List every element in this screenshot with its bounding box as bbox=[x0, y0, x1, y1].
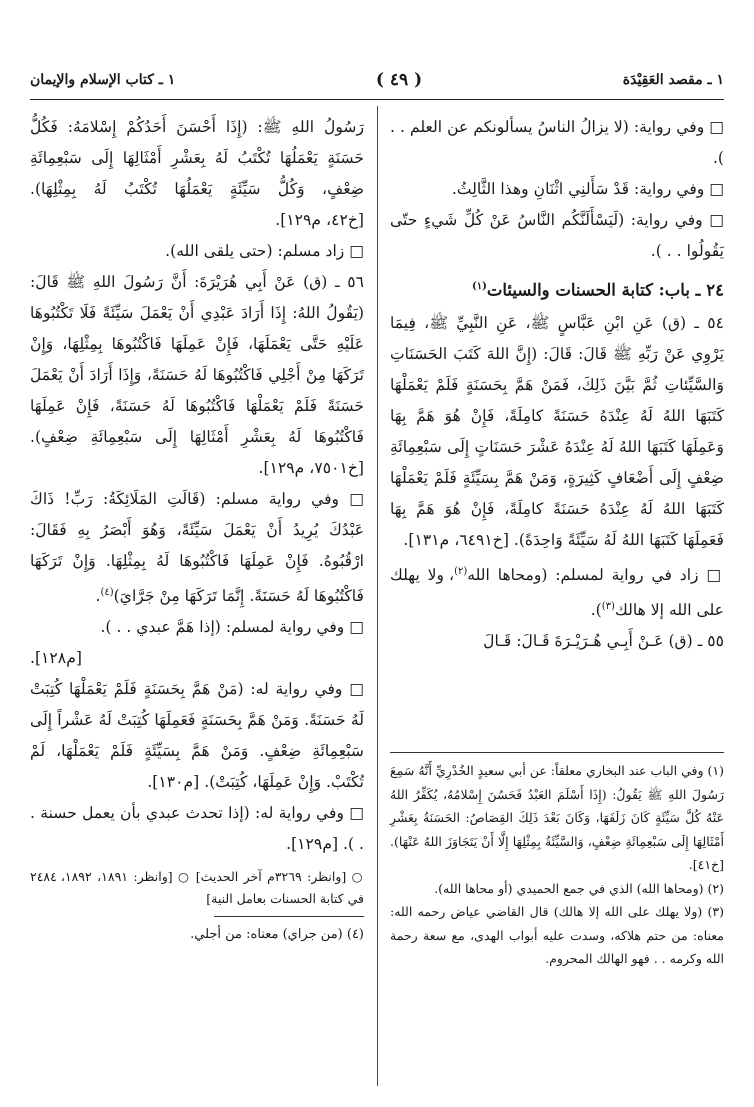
left-paragraph-4-reference: [م١٢٨]. bbox=[30, 649, 82, 668]
left-paragraph-5-text: □ وفي رواية له: (مَنْ هَمَّ بِحَسَنَةٍ فَلَمْ يَعْمَلْهَا كُتِبَتْ لَهُ حَسَنَةً. وَمَنْ هَمَّ بِحَسَنَةٍ فَعَمِلَهَا كُتِبَتْ لَهُ عَشْراً إِلَى سَبْعِمِائَةِ ضِعْفٍ. وَمَنْ هَمَّ بِسَيِّئَةٍ فَلَمْ يَعْمَلْهَا، لَمْ تُكْتَبْ. وَإِنْ عَمِلَهَا، كُتِبَتْ). bbox=[30, 680, 364, 792]
footnote-mark-2: (٢) bbox=[454, 565, 468, 577]
footnote-1: (١) وفي الباب عند البخاري معلقاً: عن أبي سعيدٍ الخُدْرِيِّ أَنَّهُ سَمِعَ رَسُولَ اللهِ ﷺ يَقُولُ: (إِذَا أَسْلَمَ العَبْدُ فَحَسُنَ إِسْلامُهُ، يُكَفِّرُ اللهُ عَنْهُ كُلَّ سَيِّئَةٍ كَانَ زَلَفَهَا، وَكَانَ بَعْدَ ذَلِكَ القِصَاصُ: الحَسَنَةُ بِعَشْرِ أَمْثَالِهَا إِلَى سَبْعِمِائَةِ ضِعْفٍ، وَالسَّيِّئَةُ بِمِثْلِهَا إِلَّا أَنْ يَتَجَاوَزَ اللهُ عَنْهَا). [خ٤١]. bbox=[390, 763, 724, 872]
see-also-note: ○ [وانظر: ٣٢٦٩م آخر الحديث] ○ [وانظر: ١٨٩١، ١٨٩٢، ٢٤٨٤ في كتابة الحسنات بعامل النية] bbox=[30, 869, 364, 907]
hadith-54 bbox=[390, 308, 724, 556]
page-header bbox=[30, 60, 724, 100]
footnote-rule-left bbox=[214, 916, 364, 917]
hadith-54-text: ٥٤ ـ (ق) عَنِ ابْنِ عَبَّاسٍ ﷺ، عَنِ النَّبِيِّ ﷺ، فِيمَا يَرْوِي عَنْ رَبِّهِ ﷺ قَالَ: قَالَ: (إِنَّ اللهَ كَتَبَ الحَسَنَاتِ وَالسَّيِّئاتِ ثُمَّ بَيَّنَ ذَلِكَ، فَمَنْ هَمَّ بِحَسَنَةٍ فَلَمْ يَعْمَلْهَا كَتَبَهَا اللهُ لَهُ عِنْدَهُ حَسَنَةً كامِلَةً، فَإِنْ هُوَ هَمَّ بِهَا وَعَمِلَهَا كَتَبَهَا اللهُ لَهُ عِنْدَهُ عَشْرَ حَسَنَاتٍ إِلَى سَبْعِمِائَةِ ضِعْفٍ إِلَى أَضْعَافٍ كَثِيرَةٍ، وَمَنْ هَمَّ بِسَيِّئَةٍ فَلَمْ يَعْمَلْهَا كَتَبَهَا اللهُ لَهُ عِنْدَهُ حَسَنَةً كامِلَةً، فَإِنْ هُوَ هَمَّ بِهَا فَعَمِلَهَا كَتَبَهَا اللهُ لَهُ سَيِّئَةً وَاحِدَةً). bbox=[390, 313, 724, 549]
header-rule bbox=[30, 99, 724, 100]
header-chapter-right: ١ ـ مقصد العَقِيْدَة bbox=[622, 72, 724, 88]
footnote-rule-right bbox=[390, 752, 724, 753]
right-paragraph-1: □ وفي رواية: (لا يزالُ الناسُ يسألونكم عن العلم . . ). bbox=[390, 118, 724, 167]
left-paragraph-3 bbox=[30, 484, 364, 612]
left-paragraph-6-reference: [م١٢٩]. bbox=[286, 835, 339, 854]
footnote-4: (٤) (من جراي) معناه: من أجلي. bbox=[190, 927, 364, 943]
right-column bbox=[390, 112, 724, 657]
right-addition-note bbox=[390, 556, 724, 626]
footnote-mark-1: (١) bbox=[471, 281, 487, 292]
left-paragraph-1-text: رَسُولُ اللهِ ﷺ: (إِذَا أَحْسَنَ أَحَدُكُمْ إِسْلامَهُ: فَكُلُّ حَسَنَةٍ يَعْمَلُهَا تُكْتَبُ لَهُ بِعَشْرِ أَمْثَالِهَا إِلَى سَبْعِمِائَةِ ضِعْفٍ، وَكُلُّ سَيِّئَةٍ يَعْمَلُهَا تُكْتَبُ لَهُ بِمِثْلِهَا). bbox=[30, 118, 364, 198]
hadith-54-reference: [خ٦٤٩١، م١٣١]. bbox=[403, 530, 509, 549]
left-paragraph-3-text: □ وفي رواية مسلم: (قَالَتِ المَلَائِكَةُ: رَبِّ! ذَاكَ عَبْدُكَ يُرِيدُ أَنْ يَعْمَلَ سَيِّئَةً، وَهُوَ أَبْصَرُ بِهِ فَقَالَ: ارْقُبُوهُ. فَإِنْ عَمِلَهَا فَاكْتُبُوهَا لَهُ بِمِثْلِهَا. وَإِنْ تَرَكَهَا فَاكْتُبُوهَا لَهُ حَسَنَةً. إِنَّمَا تَرَكَهَا مِنْ جَرَّايَ) bbox=[30, 490, 364, 606]
left-paragraph-2: □ زاد مسلم: (حتى يلقى الله). bbox=[165, 242, 364, 260]
left-paragraph-4: □ وفي رواية لمسلم: (إذا هَمَّ عبدي . . ). bbox=[100, 618, 364, 637]
left-paragraph-5-reference: [م١٣٠]. bbox=[147, 773, 200, 792]
addition-text-a: □ زاد في رواية لمسلم: (ومحاها الله bbox=[467, 565, 724, 584]
header-chapter-left: ١ ـ كتاب الإسلام والإيمان bbox=[30, 72, 176, 88]
footnote-3: (٣) (ولا يهلك على الله إلا هالك) قال القاضي عياض رحمه الله: معناه: من حتم هلاكه، وسدت عليه أبواب الهدى، مع سعة رحمة الله وكرمه . . فهو الهالك المحروم. bbox=[390, 904, 724, 966]
left-paragraph-1 bbox=[30, 112, 364, 236]
column-divider bbox=[377, 106, 378, 1086]
addition-text-end: ). bbox=[590, 600, 602, 619]
footnote-2: (٢) (ومحاها الله) الذي في جمع الحميدي (أو محاها الله). bbox=[434, 880, 724, 896]
page-number: ( ٤٩ ) bbox=[375, 70, 423, 90]
footnote-mark-4: (٤) bbox=[100, 587, 114, 598]
left-paragraph-6 bbox=[30, 798, 364, 860]
left-column bbox=[30, 112, 364, 947]
left-paragraph-1-reference: [خ٤٢، م١٢٩]. bbox=[275, 211, 364, 229]
chapter-heading-text: ٢٤ ـ باب: كتابة الحسنات والسيئات bbox=[486, 280, 724, 300]
right-paragraph-2: □ وفي رواية: قَدْ سَأَلنِي اثْنَانِ وهذا الثَّالِثُ. bbox=[451, 180, 724, 198]
hadith-56 bbox=[30, 267, 364, 484]
hadith-55-start: ٥٥ ـ (ق) عَـنْ أَبِـي هُـرَيْـرَةَ قَـالَ: قَـالَ bbox=[483, 631, 724, 650]
left-paragraph-6-text: □ وفي رواية له: (إذا تحدث عبدي بأن يعمل حسنة . . ). bbox=[30, 804, 364, 854]
left-paragraph-5 bbox=[30, 674, 364, 798]
left-paragraph-3-end: . bbox=[95, 587, 101, 606]
hadith-56-text: ٥٦ ـ (ق) عَنْ أَبِي هُرَيْرَةَ: أَنَّ رَسُولَ اللهِ ﷺ قَالَ: (يَقُولُ اللهُ: إِذَا أَرَادَ عَبْدِي أَنْ يَعْمَلَ سَيِّئَةً فَلَا تَكْتُبُوهَا عَلَيْهِ حَتَّى يَعْمَلَهَا، فَإِنْ عَمِلَهَا فَاكْتُبُوهَا بِمِثْلِهَا، وَإِنْ تَرَكَهَا مِنْ أَجْلِي فَاكْتُبُوهَا لَهُ حَسَنَةً، وَإِذَا أَرَادَ أَنْ يَعْمَلَ حَسَنَةً فَلَمْ يَعْمَلْهَا فَاكْتُبُوهَا لَهُ حَسَنَةً، فَإِنْ عَمِلَهَا فَاكْتُبُوهَا لَهُ بِعَشْرِ أَمْثَالِهَا إِلَى سَبْعِمِائَةِ ضِعْفٍ). bbox=[30, 273, 364, 446]
addition-text-b: ، ولا يهلك على الله إلا هالك bbox=[390, 565, 724, 619]
right-paragraph-3: □ وفي رواية: (لَيَسْأَلَنَّكُم النَّاسُ عَنْ كُلِّ شَيءٍ حتّى يَقُولُوا . . ). bbox=[390, 211, 724, 260]
chapter-heading bbox=[390, 271, 724, 306]
right-footnotes bbox=[390, 744, 724, 971]
footnote-mark-3: (٣) bbox=[601, 600, 615, 612]
hadith-56-reference: [خ٧٥٠١، م١٢٩]. bbox=[258, 459, 364, 477]
